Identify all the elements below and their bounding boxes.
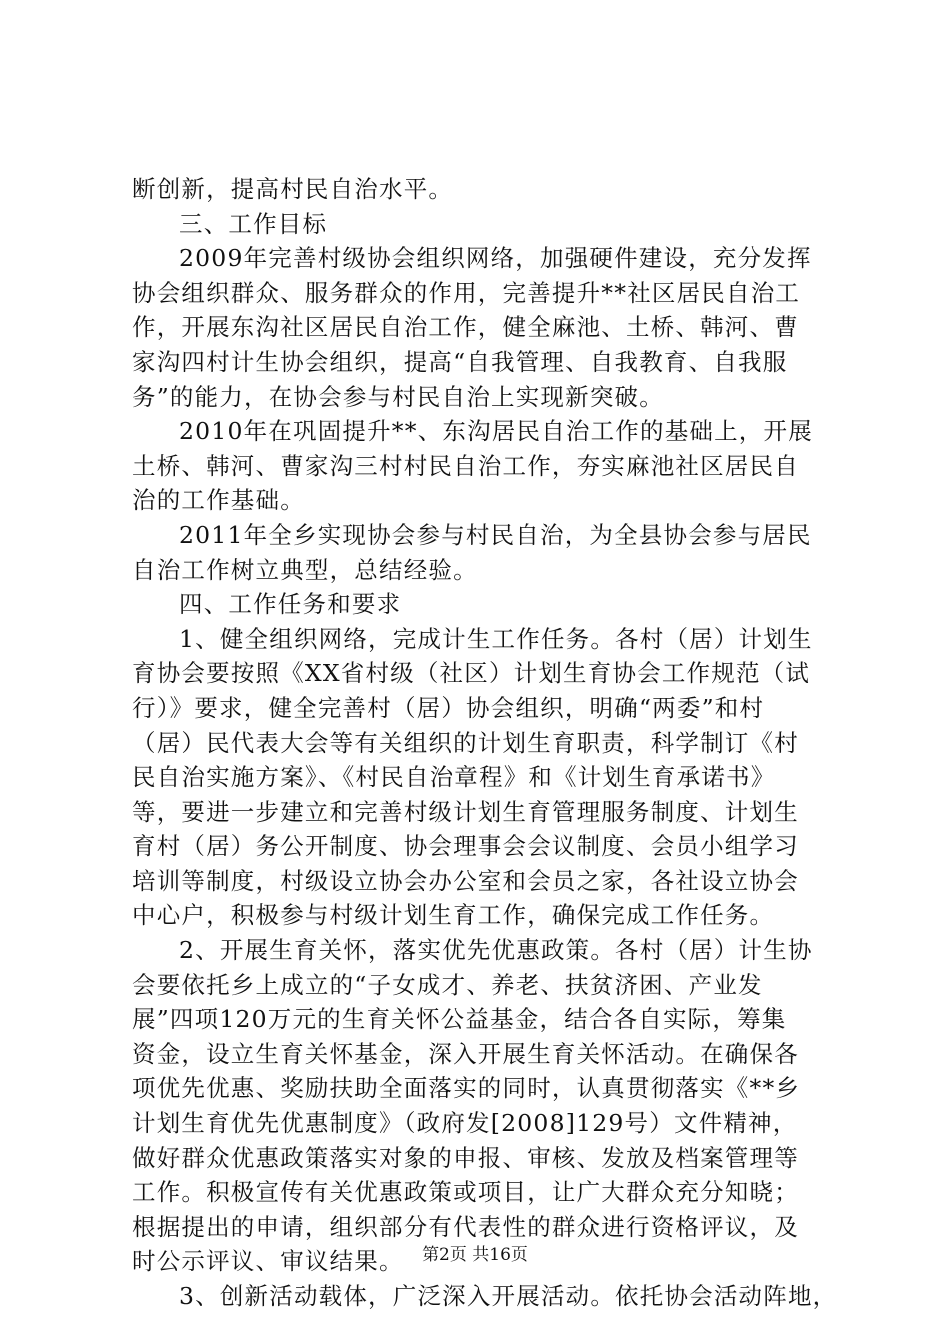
text-line: 2、开展生育关怀，落实优先优惠政策。各村（居）计生协 [179,936,813,965]
text-line: 行）》要求，健全完善村（居）协会组织，明确“两委”和村 [132,693,765,722]
text-line: 2010年在巩固提升**、东沟居民自治工作的基础上，开展 [179,417,813,446]
text-line: 育协会要按照《XX省村级（社区）计划生育协会工作规范（试 [132,659,811,688]
text-line: 土桥、韩河、曹家沟三村村民自治工作，夯实麻池社区居民自 [132,451,799,480]
text-line: （居）民代表大会等有关组织的计划生育职责，科学制订《村 [132,728,799,757]
text-line: 2011年全乡实现协会参与村民自治，为全县协会参与居民 [179,520,812,549]
text-line: 务”的能力，在协会参与村民自治上实现新突破。 [132,382,664,411]
text-line: 展”四项120万元的生育关怀公益基金，结合各自实际，筹集 [132,1005,787,1034]
page-number-footer: 第2页 共16页 [422,1245,528,1265]
text-line: 3、创新活动载体，广泛深入开展活动。依托协会活动阵地， [179,1282,838,1310]
section-heading: 四、工作任务和要求 [179,590,402,619]
text-line: 会要依托乡上成立的“子女成才、养老、扶贫济困、产业发 [132,970,763,999]
text-line: 计划生育优先优惠制度》（政府发[2008]129号）文件精神， [132,1109,798,1138]
text-line: 中心户，积极参与村级计划生育工作，确保完成工作任务。 [132,901,775,930]
text-line: 做好群众优惠政策落实对象的申报、审核、发放及档案管理等 [132,1143,799,1172]
text-line: 时公示评议、审议结果。 [132,1247,404,1276]
text-line: 等，要进一步建立和完善村级计划生育管理服务制度、计划生 [132,797,799,826]
text-line: 资金，设立生育关怀基金，深入开展生育关怀活动。在确保各 [132,1039,799,1068]
text-line: 协会组织群众、服务群众的作用，完善提升**社区居民自治工 [132,278,801,307]
text-line: 2009年完善村级协会组织网络，加强硬件建设，充分发挥 [179,244,812,273]
text-line: 民自治实施方案》、《村民自治章程》和《计划生育承诺书》 [132,763,776,792]
text-line: 育村（居）务公开制度、协会理事会会议制度、会员小组学习 [132,832,799,861]
text-line: 自治工作树立典型，总结经验。 [132,555,478,584]
text-line: 工作。积极宣传有关优惠政策或项目，让广大群众充分知晓； [132,1178,799,1207]
text-line: 治的工作基础。 [132,486,305,515]
text-line: 培训等制度，村级设立协会办公室和会员之家，各社设立协会 [132,866,799,895]
text-line: 项优先优惠、奖励扶助全面落实的同时，认真贯彻落实《**乡 [132,1074,801,1103]
text-line: 家沟四村计生协会组织，提高“自我管理、自我教育、自我服 [132,347,788,376]
section-heading: 三、工作目标 [179,209,328,238]
text-line: 根据提出的申请，组织部分有代表性的群众进行资格评议，及 [132,1212,799,1241]
text-line: 1、健全组织网络，完成计生工作任务。各村（居）计划生 [179,624,813,653]
text-line: 作，开展东沟社区居民自治工作，健全麻池、土桥、韩河、曹 [132,313,799,342]
text-line: 断创新，提高村民自治水平。 [132,175,454,203]
document-body [132,172,838,1314]
